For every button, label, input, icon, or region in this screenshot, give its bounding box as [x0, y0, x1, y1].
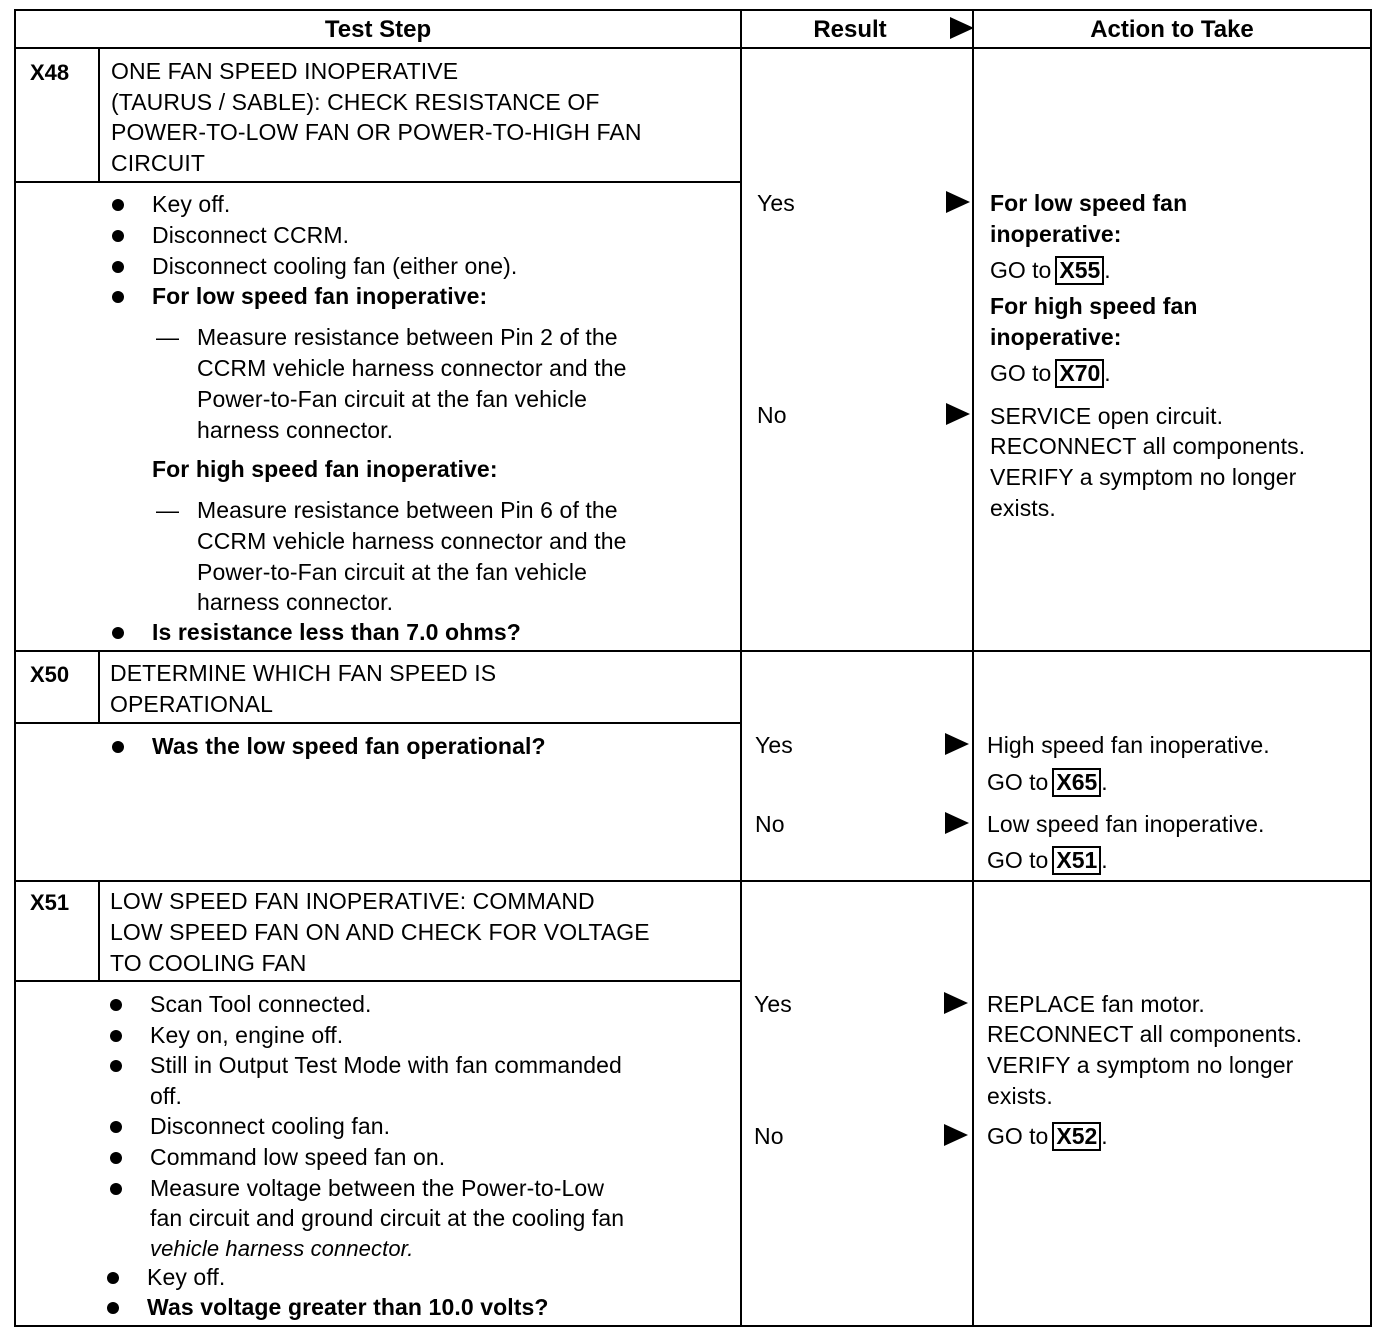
result-yes: Yes — [757, 190, 795, 216]
title-line: LOW SPEED FAN INOPERATIVE: COMMAND — [110, 888, 595, 914]
measure-line: harness connector. — [197, 589, 394, 615]
title-line: TO COOLING FAN — [110, 950, 307, 976]
step-ref-x65[interactable]: X65 — [1052, 768, 1101, 797]
table-bottom-border — [14, 1325, 1372, 1327]
table-top-border — [14, 9, 1372, 11]
goto-x70[interactable]: GO to X70 . — [990, 360, 1111, 386]
goto-text: GO to — [987, 847, 1049, 873]
title-line: OPERATIONAL — [110, 691, 273, 717]
result-arrow-icon — [946, 191, 970, 213]
header-action: Action to Take — [1090, 16, 1254, 43]
step-instruction: Measure voltage between the Power-to-Low — [150, 1175, 605, 1201]
action-label: For high speed fan — [990, 293, 1198, 319]
goto-x55[interactable]: GO to X55 . — [990, 257, 1111, 283]
goto-text: GO to — [990, 257, 1052, 283]
action-label: inoperative: — [990, 221, 1122, 247]
step-instruction-italic: vehicle harness connector. — [150, 1236, 414, 1261]
step-question: Was voltage greater than 10.0 volts? — [147, 1294, 549, 1320]
bullet-icon — [110, 1060, 122, 1072]
goto-text: GO to — [990, 360, 1052, 386]
dash-marker: — — [156, 324, 180, 350]
bullet-icon — [112, 291, 124, 303]
goto-text: GO to — [987, 1123, 1049, 1149]
result-no: No — [757, 402, 787, 428]
step-instruction: Still in Output Test Mode with fan commanded — [150, 1052, 622, 1078]
goto-x52[interactable]: GO to X52 . — [987, 1123, 1108, 1149]
bullet-icon — [110, 1152, 122, 1164]
header-result-arrow — [950, 17, 974, 39]
measure-line: Measure resistance between Pin 2 of the — [197, 324, 618, 350]
result-arrow-icon — [945, 733, 969, 755]
action-line: RECONNECT all components. — [990, 433, 1306, 459]
bullet-icon — [112, 230, 124, 242]
step-instruction: Disconnect CCRM. — [152, 222, 350, 248]
result-arrow-icon — [945, 812, 969, 834]
action-label: inoperative: — [990, 324, 1122, 350]
table-right-border — [1370, 9, 1372, 1327]
step-ref-x55[interactable]: X55 — [1055, 256, 1104, 285]
bullet-icon — [110, 1030, 122, 1042]
bullet-icon — [107, 1302, 119, 1314]
step-instruction: Scan Tool connected. — [150, 991, 372, 1017]
num-divider-x51 — [98, 882, 100, 980]
bullet-icon — [110, 999, 122, 1011]
title-line: LOW SPEED FAN ON AND CHECK FOR VOLTAGE — [110, 919, 650, 945]
action-line: exists. — [990, 495, 1056, 521]
measure-line: harness connector. — [197, 417, 394, 443]
title-line: CIRCUIT — [111, 150, 205, 176]
high-speed-label: For high speed fan inoperative: — [152, 456, 498, 482]
step-instruction: Key off. — [147, 1264, 226, 1290]
bullet-icon — [107, 1272, 119, 1284]
dash-marker: — — [156, 497, 180, 523]
title-line: ONE FAN SPEED INOPERATIVE — [111, 58, 459, 84]
step-instruction: Command low speed fan on. — [150, 1144, 446, 1170]
step-number-x51: X51 — [30, 890, 70, 915]
result-yes: Yes — [754, 991, 792, 1017]
col-divider-action — [972, 9, 974, 1327]
header-result: Result — [813, 16, 887, 43]
row-divider-x50 — [14, 650, 1372, 652]
measure-line: Power-to-Fan circuit at the fan vehicle — [197, 559, 587, 585]
result-yes: Yes — [755, 732, 793, 758]
measure-line: CCRM vehicle harness connector and the — [197, 528, 627, 554]
bullet-icon — [110, 1121, 122, 1133]
action-line: RECONNECT all components. — [987, 1021, 1303, 1047]
measure-line: CCRM vehicle harness connector and the — [197, 355, 627, 381]
title-line: POWER-TO-LOW FAN OR POWER-TO-HIGH FAN — [111, 119, 642, 145]
step-instruction: Key off. — [152, 191, 231, 217]
result-no: No — [754, 1123, 784, 1149]
action-line: VERIFY a symptom no longer — [987, 1052, 1294, 1078]
step-instruction-bold: For low speed fan inoperative: — [152, 283, 488, 309]
action-label: For low speed fan — [990, 190, 1188, 216]
bullet-icon — [112, 261, 124, 273]
step-instruction: Disconnect cooling fan (either one). — [152, 253, 518, 279]
title-line: (TAURUS / SABLE): CHECK RESISTANCE OF — [111, 89, 600, 115]
step-instruction: Disconnect cooling fan. — [150, 1113, 391, 1139]
result-no: No — [755, 811, 785, 837]
goto-x65[interactable]: GO to X65 . — [987, 769, 1108, 795]
result-arrow-icon — [944, 992, 968, 1014]
step-instruction: fan circuit and ground circuit at the cooling fan — [150, 1205, 625, 1231]
step-instruction: off. — [150, 1083, 182, 1109]
step-question: Was the low speed fan operational? — [152, 733, 546, 759]
step-number-x48: X48 — [30, 60, 70, 85]
num-divider-x48 — [98, 49, 100, 181]
title-bottom-x48 — [14, 181, 742, 183]
bullet-icon — [112, 741, 124, 753]
step-instruction: Key on, engine off. — [150, 1022, 344, 1048]
bullet-icon — [112, 199, 124, 211]
header-bottom-border — [14, 47, 1372, 49]
step-number-x50: X50 — [30, 662, 70, 687]
step-ref-x70[interactable]: X70 — [1055, 359, 1104, 388]
action-line: High speed fan inoperative. — [987, 732, 1270, 758]
title-bottom-x50 — [14, 722, 742, 724]
step-ref-x51[interactable]: X51 — [1052, 846, 1101, 875]
goto-x51[interactable]: GO to X51 . — [987, 847, 1108, 873]
result-arrow-icon — [944, 1124, 968, 1146]
num-divider-x50 — [98, 652, 100, 722]
action-line: VERIFY a symptom no longer — [990, 464, 1297, 490]
action-line: exists. — [987, 1083, 1053, 1109]
col-divider-result — [740, 9, 742, 1327]
bullet-icon — [110, 1183, 122, 1195]
row-divider-x51 — [14, 880, 1372, 882]
action-line: REPLACE fan motor. — [987, 991, 1205, 1017]
goto-text: GO to — [987, 769, 1049, 795]
table-left-border — [14, 9, 16, 1327]
title-bottom-x51 — [14, 980, 742, 982]
bullet-icon — [112, 627, 124, 639]
title-line: DETERMINE WHICH FAN SPEED IS — [110, 660, 497, 686]
header-test-step: Test Step — [324, 16, 432, 43]
step-ref-x52[interactable]: X52 — [1052, 1122, 1101, 1151]
measure-line: Power-to-Fan circuit at the fan vehicle — [197, 386, 587, 412]
step-question: Is resistance less than 7.0 ohms? — [152, 619, 521, 645]
measure-line: Measure resistance between Pin 6 of the — [197, 497, 618, 523]
result-arrow-icon — [946, 403, 970, 425]
action-line: Low speed fan inoperative. — [987, 811, 1265, 837]
action-line: SERVICE open circuit. — [990, 403, 1224, 429]
